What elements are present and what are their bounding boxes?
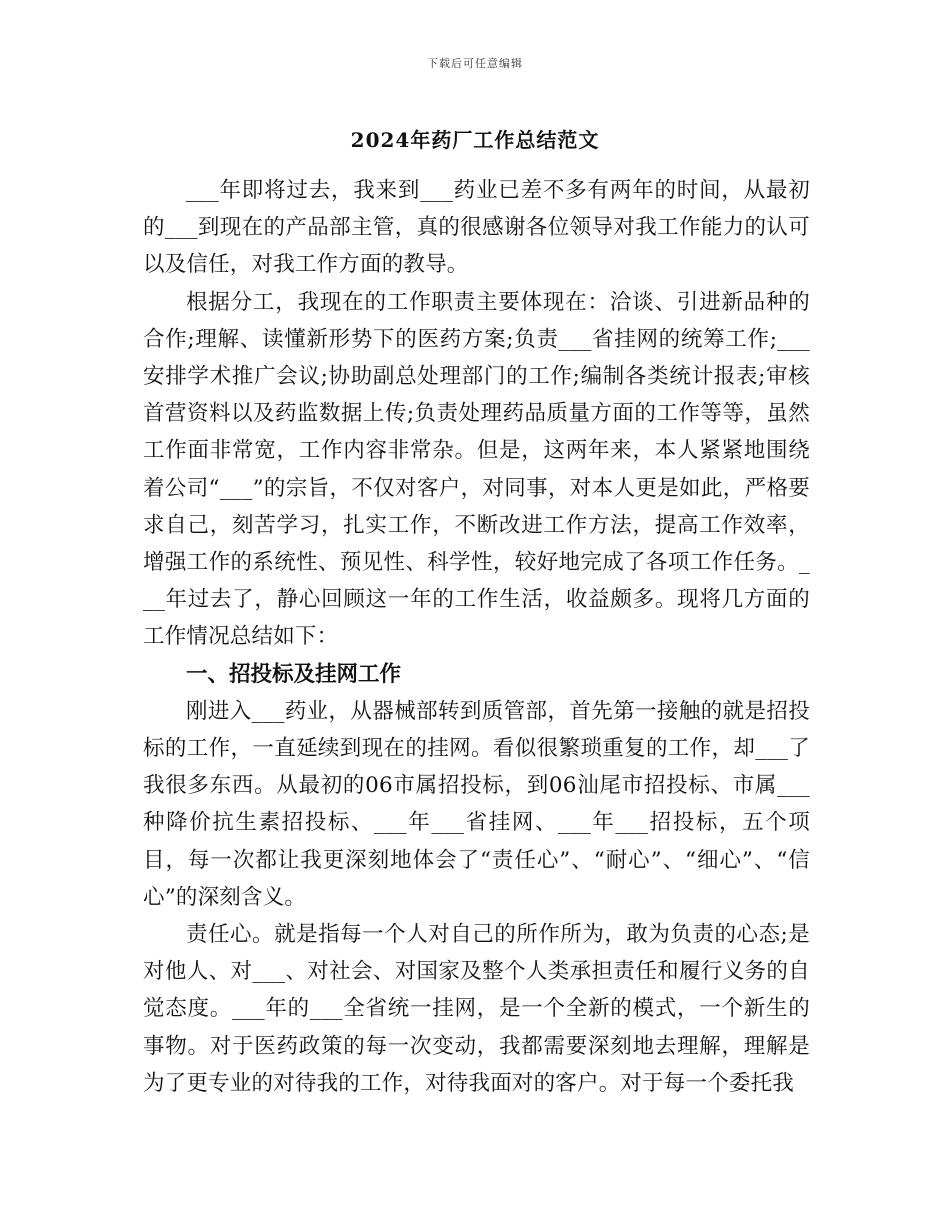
document-body <box>143 172 810 1102</box>
section-heading-bidding: 一、招投标及挂网工作 <box>186 661 402 687</box>
page-header-note: 下载后可任意编辑 <box>427 57 523 70</box>
paragraph-bidding: 刚进入___药业，从器械部转到质管部，首先第一接触的就是招投标的工作，一直延续到现在的挂网。看似很繁琐重复的工作，却___了我很多东西。从最初的06市属招投标，到06汕尾市招投标、市属___种降价抗生素招投标、___年___省挂网、___年___招投标，五个项目，每一次都让我更深刻地体会了“责任心”、“耐心”、“细心”、“信心”的深刻含义。 <box>143 698 810 910</box>
paragraph-intro: ___年即将过去，我来到___药业已差不多有两年的时间，从最初的___到现在的产品部主管，真的很感谢各位领导对我工作能力的认可以及信任，对我工作方面的教导。 <box>143 178 810 278</box>
paragraph-responsibility: 责任心。就是指每一个人对自己的所作所为，敢为负责的心态;是对他人、对___、对社会、对国家及整个人类承担责任和履行义务的自觉态度。___年的___全省统一挂网，是一个全新的模式，一个新生的事物。对于医药政策的每一次变动，我都需要深刻地去理解，理解是为了更专业的对待我的工作，对待我面对的客户。对于每一个委托我 <box>143 922 810 1096</box>
document-title: 2024年药厂工作总结范文 <box>350 128 600 152</box>
paragraph-duties: 根据分工，我现在的工作职责主要体现在：洽谈、引进新品种的合作;理解、读懂新形势下的医药方案;负责___省挂网的统筹工作;___安排学术推广会议;协助副总处理部门的工作;编制各类统计报表;审核首营资料以及药监数据上传;负责处理药品质量方面的工作等等，虽然工作面非常宽，工作内容非常杂。但是，这两年来，本人紧紧地围绕着公司“___”的宗旨，不仅对客户，对同事，对本人更是如此，严格要求自己，刻苦学习，扎实工作，不断改进工作方法，提高工作效率，增强工作的系统性、预见性、科学性，较好地完成了各项工作任务。___年过去了，静心回顾这一年的工作生活，收益颇多。现将几方面的工作情况总结如下： <box>143 289 810 650</box>
